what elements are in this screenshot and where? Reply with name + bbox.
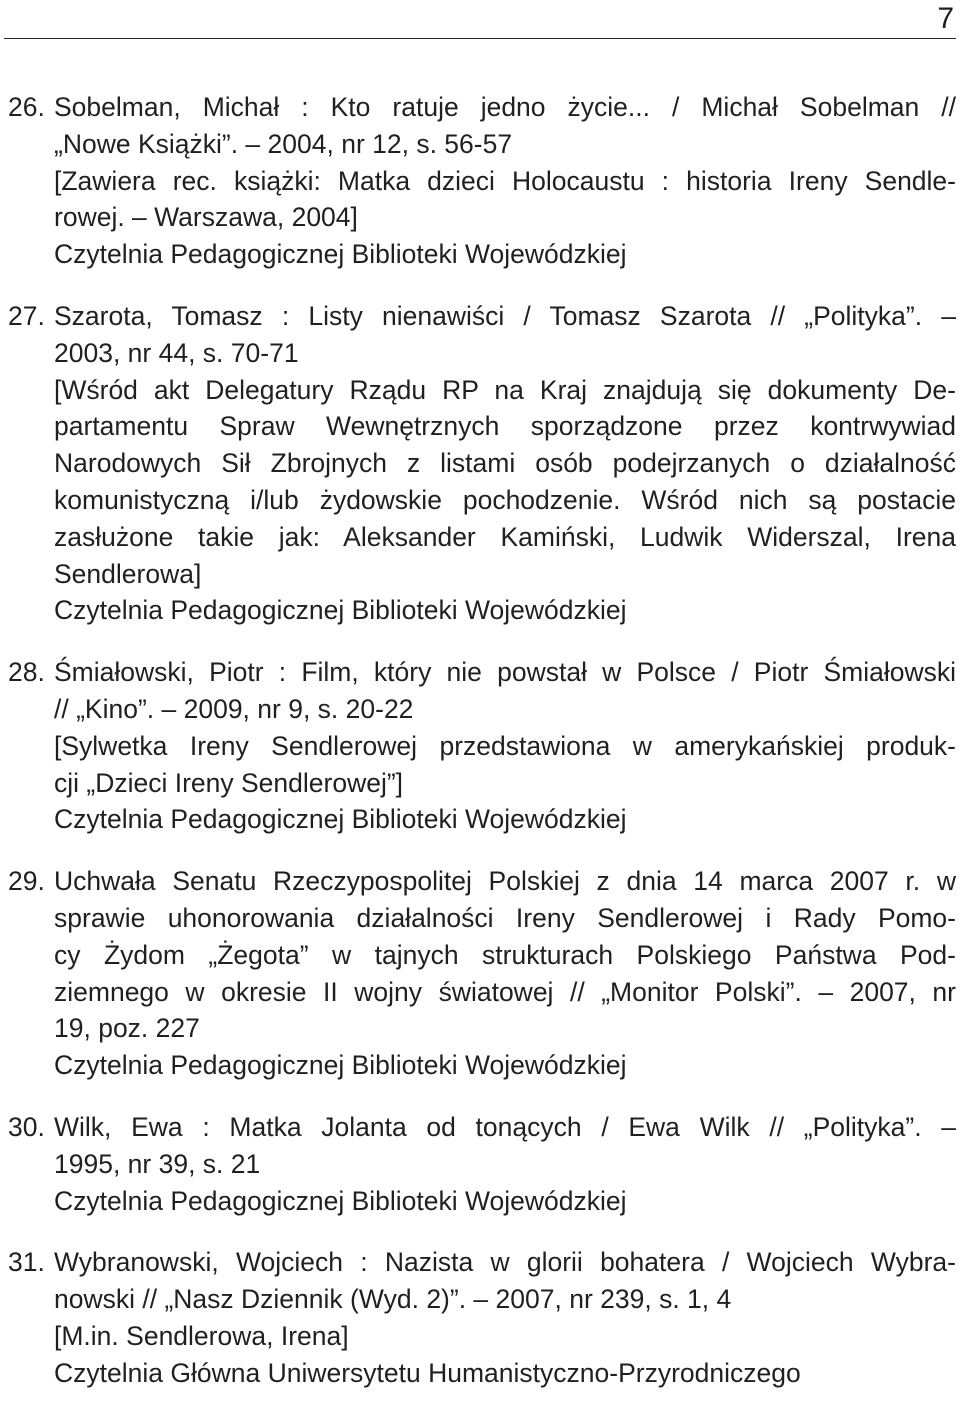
entry-line: nowski // „Nasz Dziennik (Wyd. 2)”. – 2007, nr 239, s. 1, 4: [54, 1284, 732, 1315]
entry-line: cy Żydom „Żegota” w tajnych strukturach Polskiego Państwa Pod-: [54, 939, 956, 970]
entry-line: Uchwała Senatu Rzeczypospolitej Polskiej z dnia 14 marca 2007 r. w: [54, 866, 956, 897]
entry-line: 2003, nr 44, s. 70-71: [54, 337, 299, 368]
entry-line: Czytelnia Pedagogicznej Biblioteki Wojewódzkiej: [54, 1050, 627, 1081]
entry-body: [54, 654, 956, 838]
entry-line: [M.in. Sendlerowa, Irena]: [54, 1320, 349, 1351]
entry-line: Śmiałowski, Piotr : Film, który nie powstał w Polsce / Piotr Śmiałowski: [54, 657, 956, 688]
entry-line: partamentu Spraw Wewnętrznych sporządzone przez kontrwywiad: [54, 411, 956, 442]
entry-line: 1995, nr 39, s. 21: [54, 1148, 261, 1179]
entry-line: „Nowe Książki”. – 2004, nr 12, s. 56-57: [54, 128, 513, 159]
bibliography-entry: [8, 1244, 956, 1391]
entry-line: 19, poz. 227: [54, 1013, 200, 1044]
entry-body: [54, 863, 956, 1084]
entry-body: [54, 298, 956, 629]
entry-line: rowej. – Warszawa, 2004]: [54, 202, 358, 233]
entry-line: ziemnego w okresie II wojny światowej // „Monitor Polski”. – 2007, nr: [54, 976, 956, 1007]
entry-number: 30.: [8, 1111, 45, 1142]
entry-line: Wybranowski, Wojciech : Nazista w glorii bohatera / Wojciech Wybra-: [54, 1247, 956, 1278]
entry-line: Czytelnia Pedagogicznej Biblioteki Wojewódzkiej: [54, 595, 627, 626]
entry-line: Szarota, Tomasz : Listy nienawiści / Tomasz Szarota // „Polityka”. –: [54, 300, 956, 331]
page-number: 7: [937, 2, 954, 35]
entry-line: Narodowych Sił Zbrojnych z listami osób podejrzanych o działalność: [54, 448, 956, 479]
entry-body: [54, 89, 956, 273]
bibliography-entry: [8, 863, 956, 1084]
entry-line: Czytelnia Pedagogicznej Biblioteki Wojewódzkiej: [54, 239, 627, 270]
entry-number: 27.: [8, 300, 45, 331]
entry-line: Czytelnia Pedagogicznej Biblioteki Wojewódzkiej: [54, 804, 627, 835]
entry-body: [54, 1109, 956, 1219]
entry-line: cji „Dzieci Ireny Sendlerowej”]: [54, 767, 404, 798]
entry-line: sprawie uhonorowania działalności Ireny Sendlerowej i Rady Pomo-: [54, 902, 956, 933]
entry-line: [Sylwetka Ireny Sendlerowej przedstawiona w amerykańskiej produk-: [54, 730, 956, 761]
entry-line: // „Kino”. – 2009, nr 9, s. 20-22: [54, 693, 414, 724]
entry-line: Wilk, Ewa : Matka Jolanta od tonących / Ewa Wilk // „Polityka”. –: [54, 1111, 956, 1142]
entry-line: Czytelnia Główna Uniwersytetu Humanistyczno-Przyrodniczego: [54, 1357, 801, 1388]
entry-number: 29.: [8, 866, 45, 897]
entry-line: [Zawiera rec. książki: Matka dzieci Holocaustu : historia Ireny Sendle-: [54, 165, 956, 196]
entry-line: zasłużone takie jak: Aleksander Kamiński, Ludwik Widerszal, Irena: [54, 521, 956, 552]
entry-body: [54, 1244, 956, 1391]
entry-line: [Wśród akt Delegatury Rządu RP na Kraj znajdują się dokumenty De-: [54, 374, 956, 405]
entry-number: 31.: [8, 1247, 45, 1278]
entry-line: Sendlerowa]: [54, 558, 202, 589]
bibliography-entry: [8, 298, 956, 629]
bibliography-entry: [8, 1109, 956, 1219]
bibliography-entry: [8, 89, 956, 273]
entry-number: 26.: [8, 92, 45, 122]
bibliography-list: [8, 89, 956, 1417]
entry-line: Czytelnia Pedagogicznej Biblioteki Wojewódzkiej: [54, 1185, 627, 1216]
header-rule: [4, 38, 956, 39]
entry-line: komunistyczną i/lub żydowskie pochodzenie. Wśród nich są postacie: [54, 484, 956, 515]
bibliography-entry: [8, 654, 956, 838]
entry-line: Sobelman, Michał : Kto ratuje jedno życie... / Michał Sobelman //: [54, 92, 956, 122]
entry-number: 28.: [8, 657, 45, 688]
